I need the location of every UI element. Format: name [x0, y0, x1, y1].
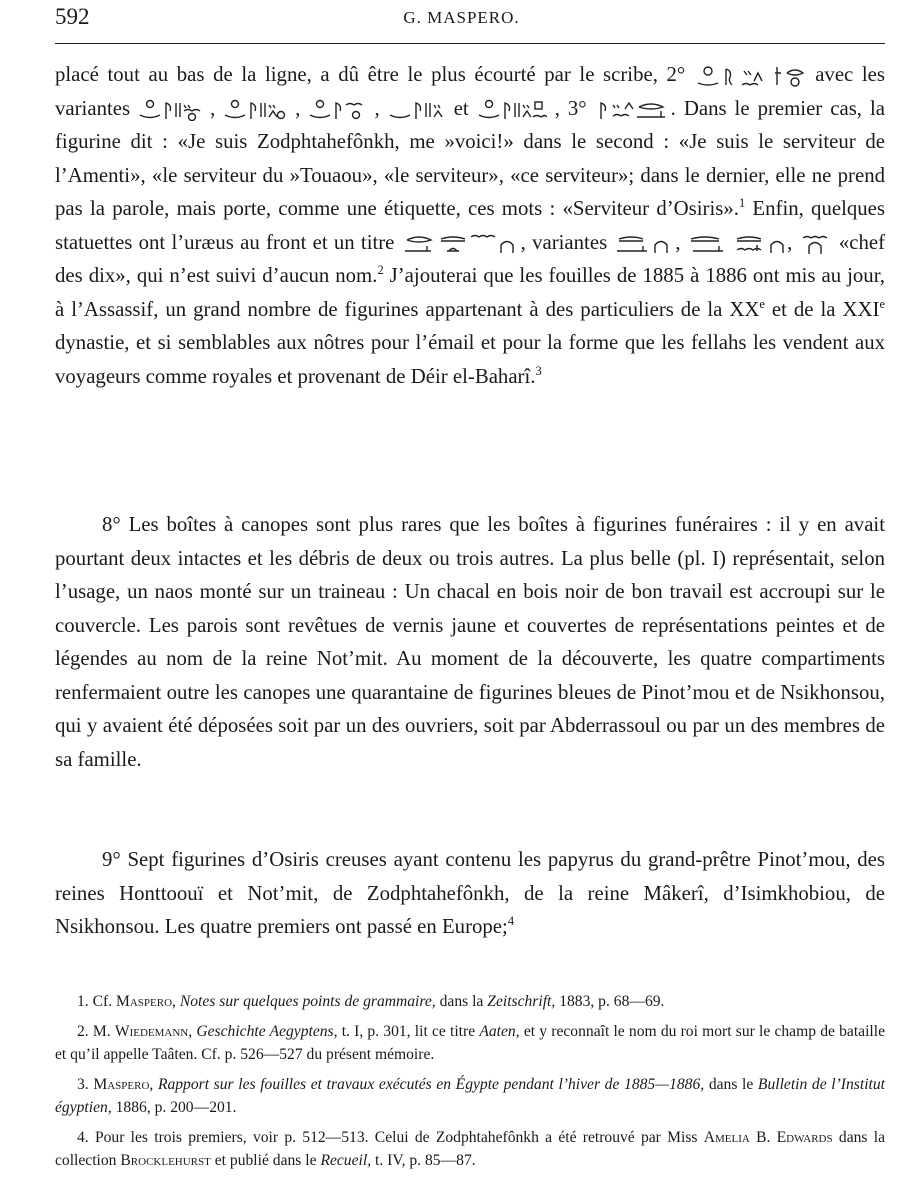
paragraph-3	[55, 843, 885, 944]
comma: ,	[374, 96, 380, 120]
comma: ,	[554, 96, 560, 120]
hieroglyph-variant-icon	[477, 99, 547, 121]
footnote-1: 1. Cf. Maspero, Notes sur quelques points de grammaire, dans la Zeitschrift, 1883, p. 68—69.	[77, 993, 665, 1010]
p1-text-d: . Dans le premier cas, la figurine dit : «Je suis Zodphtahefônkh, me »voici!» dans le second : «Je suis le serviteur de l’Amenti», «le serviteur du »Touaou», «le serviteur», «ce serviteur»; dans le dernier, elle ne prend pas la parole, mais porte, comme une étiquette, ces mots : «Serviteur d’Osiris».	[55, 96, 885, 220]
p1-text-a: placé tout au bas de la ligne, a dû être le plus écourté par le scribe, 2°	[55, 63, 686, 86]
paragraph-3-text: 9° Sept figurines d’Osiris creuses ayant contenu les papyrus du grand-prêtre Pinot’mou, des reines Honttoouï et Not’mit, de Zodphtahefônkh, de la reine Mâkerî, d’Isimkhobiou, de Nsikhonsou. Les quatre premiers ont passé en Europe;	[55, 848, 885, 938]
footnote-3: 3. Maspero, Rapport sur les fouilles et travaux exécutés en Égypte pendant l’hiver de 1885—1886, dans le Bulletin de l’Institut égyptien, 1886, p. 200—201.	[55, 1075, 885, 1116]
italic-word: Aaten,	[479, 1022, 520, 1040]
comma: ,	[210, 96, 216, 120]
superscript-e: e	[879, 296, 885, 311]
hieroglyph-variant-icon	[799, 233, 833, 255]
p1-text-j: dynastie, et si semblables aux nôtres pour l’émail et pour la forme que les fellahs les vendent aux voyageurs comme royales et provenant de Déir el-Baharî.	[55, 331, 885, 388]
hieroglyph-title-icon	[401, 233, 521, 255]
hieroglyph-variant-icon	[687, 233, 727, 255]
p1-text-h: J’ajouterai que les fouilles de 1885 à 1886 ont mis au jour, à l’Assassif, un grand nombre de figurines appartenant à des particuliers de la XX	[55, 264, 885, 321]
hieroglyph-variant-icon	[223, 99, 287, 121]
paragraph-1	[55, 58, 885, 393]
work-title: Geschichte Aegyptens,	[196, 1022, 338, 1040]
hieroglyph-variant-icon	[733, 233, 787, 255]
collection-name: Brocklehurst	[120, 1152, 211, 1169]
p1-text-c: 3°	[567, 96, 587, 120]
footnote-2: 2. M. Wiedemann, Geschichte Aegyptens, t. I, p. 301, lit ce titre Aaten, et y reconnaît le nom du roi mort sur le champ de bataille et qu’il appelle Taâten. Cf. p. 526—527 du présent mémoire.	[55, 1022, 886, 1063]
footnotes	[55, 990, 885, 1179]
author-name: Amelia B. Edwards	[703, 1128, 833, 1146]
comma: ,	[295, 96, 301, 120]
journal-title: Bulletin de l’Institut égyptien,	[55, 1075, 885, 1116]
hieroglyph-variant-icon	[138, 99, 202, 121]
header-rule	[55, 43, 885, 44]
hieroglyph-group-icon	[773, 65, 807, 87]
footnote-ref-2: 2	[377, 263, 384, 278]
journal-title: Recueil,	[320, 1152, 372, 1169]
hieroglyph-variant-icon	[308, 99, 366, 121]
running-head: G. MASPERO.	[403, 8, 520, 27]
footnote-ref-3: 3	[535, 363, 542, 378]
comma: ,	[675, 230, 681, 254]
p1-text-e: Enfin, quelques statuettes ont l’uræus au front et un titre	[55, 197, 885, 254]
paragraph-2	[55, 508, 885, 776]
hieroglyph-group-icon	[694, 65, 764, 87]
hieroglyph-group-icon	[595, 99, 671, 121]
page-number: 592	[55, 4, 90, 29]
footnote-4: 4. Pour les trois premiers, voir p. 512—513. Celui de Zodphtahefônkh a été retrouvé par Miss Amelia B. Edwards dans la collection Brocklehurst et publié dans le Recueil, t. IV, p. 85—87.	[55, 1128, 885, 1169]
p1-text-b: avec les variantes	[55, 63, 886, 120]
and-word: et	[453, 96, 469, 120]
paragraph-2-text: 8° Les boîtes à canopes sont plus rares que les boîtes à figurines funéraires : il y en avait pourtant deux intactes et les débris de deux ou trois autres. La plus belle (pl. I) représentait, selon l’usage, un naos monté sur un traineau : Un chacal en bois noir de bon travail est accroupi sur le couvercle. Les parois sont revêtues de vernis jaune et couvertes de représentations peintes et de légendes au nom de la reine Not’mit. Au moment de la découverte, les quatre compartiments renfermaient outre les canopes une quarantaine de figurines bleues de Pinot’mou et de Nsikhonsou, qui y avaient été déposées soit par un des ouvriers, soit par Abderrassoul ou par un des membres de sa famille.	[55, 513, 885, 771]
p1-text-f: , variantes	[520, 230, 608, 254]
footnote-ref-1: 1	[738, 196, 746, 211]
author-name: Wiedemann,	[114, 1022, 193, 1040]
author-name: Maspero,	[116, 993, 176, 1010]
footnote-ref-4: 4	[507, 914, 515, 929]
work-title: Notes sur quelques points de grammaire,	[179, 993, 436, 1010]
work-title: Rapport sur les fouilles et travaux exécutés en Égypte pendant l’hiver de 1885—1886,	[157, 1075, 705, 1093]
p1-text-i: et de la XXI	[764, 297, 880, 321]
hieroglyph-variant-icon	[613, 233, 675, 255]
author-name: Maspero,	[93, 1075, 154, 1093]
superscript-e: e	[759, 296, 765, 311]
comma: ,	[787, 230, 793, 254]
p1-text-g: «chef des dix», qui n’est suivi d’aucun nom.	[55, 230, 886, 287]
journal-title: Zeitschrift,	[487, 993, 556, 1010]
hieroglyph-variant-icon	[388, 99, 446, 121]
